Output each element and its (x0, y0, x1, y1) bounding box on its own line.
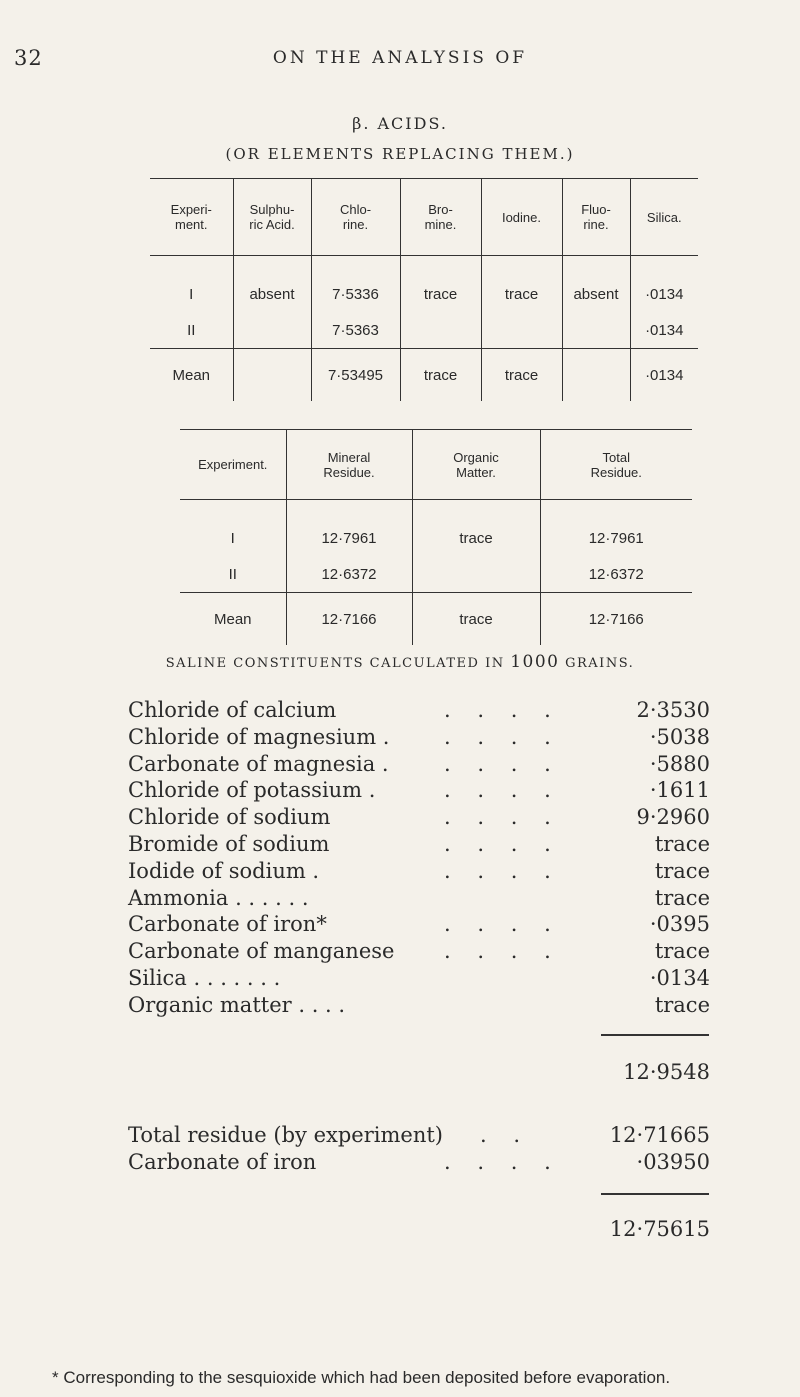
mean-row (180, 593, 692, 646)
header-cell: Sulphu- ric Acid. (233, 179, 311, 256)
table-cell: trace (481, 349, 562, 402)
table-cell: trace (412, 520, 540, 556)
list-item: Silica . . . . . . . ·0134 (128, 965, 710, 990)
running-head: ON THE ANALYSIS OF (272, 48, 528, 68)
table-row (180, 556, 692, 593)
list-item: Chloride of magnesium . . . . . ·5038 (128, 724, 710, 749)
list-item: Ammonia . . . . . . trace (128, 885, 710, 910)
table-cell: I (180, 520, 286, 556)
table-cell: 12·6372 (286, 556, 412, 593)
table-cell: II (180, 556, 286, 593)
list-item: Organic matter . . . . trace (128, 992, 710, 1017)
table-cell: 12·7166 (286, 593, 412, 646)
table-cell: 12·7961 (286, 520, 412, 556)
saline-heading (0, 652, 800, 672)
table-cell (233, 349, 311, 402)
residue-table (180, 429, 692, 645)
table-cell: 7·53495 (311, 349, 400, 402)
table-cell: ·0134 (630, 349, 698, 402)
table-row (150, 276, 698, 312)
table-cell: Mean (150, 349, 233, 402)
list-item: Bromide of sodium . . . . trace (128, 831, 710, 856)
subtotal-value: 12·9548 (623, 1060, 710, 1084)
page-number: 32 (14, 46, 43, 70)
table-header-row (150, 179, 698, 256)
table-cell: absent (562, 276, 630, 312)
table-cell: ·0134 (645, 285, 684, 303)
table-cell: ·0134 (645, 321, 684, 339)
table-cell (481, 312, 562, 349)
saline-heading-text: SALINE CONSTITUENTS CALCULATED IN (165, 656, 505, 671)
list-item: Total residue (by experiment) . . 12·71665 (128, 1123, 710, 1147)
table-cell: 12·7961 (588, 529, 644, 547)
table-cell (233, 312, 311, 349)
residue-list (128, 1122, 710, 1176)
table-cell: 7·5336 (311, 276, 400, 312)
table-cell: absent (233, 276, 311, 312)
header-cell: Chlo- rine. (311, 179, 400, 256)
table-cell (562, 312, 630, 349)
sum-rule (601, 1034, 709, 1036)
footnote: * Corresponding to the sesquioxide which had been deposited before evaporation. (52, 1368, 671, 1387)
constituents-list (128, 697, 710, 1019)
saline-heading-number: 1000 (510, 652, 560, 672)
header-cell: Experiment. (180, 430, 286, 500)
table-row (150, 312, 698, 349)
table-cell: trace (481, 276, 562, 312)
list-item: Carbonate of manganese . . . . trace (128, 939, 710, 964)
acids-table (150, 178, 698, 401)
header-cell: Organic Matter. (412, 430, 540, 500)
table-cell (412, 556, 540, 593)
table-cell: 12·7166 (540, 593, 692, 646)
table-cell: I (150, 276, 233, 312)
list-item: Chloride of potassium . . . . . ·1611 (128, 778, 710, 803)
header-cell: Bro- mine. (400, 179, 481, 256)
table-cell: 7·5363 (311, 312, 400, 349)
header-cell: Experi- ment. (150, 179, 233, 256)
section-subtitle: (OR ELEMENTS REPLACING THEM.) (225, 145, 575, 163)
mean-row (150, 349, 698, 402)
grand-total-value: 12·75615 (609, 1217, 710, 1241)
table-cell (562, 349, 630, 402)
table-cell (400, 312, 481, 349)
header-cell: Mineral Residue. (286, 430, 412, 500)
table-cell: 12·6372 (588, 565, 644, 583)
section-title: β. ACIDS. (352, 114, 448, 133)
header-cell: Iodine. (481, 179, 562, 256)
list-item: Carbonate of iron* . . . . ·0395 (128, 912, 710, 937)
list-item: Chloride of calcium . . . . 2·3530 (128, 698, 710, 722)
table-header-row (180, 430, 692, 500)
table-cell: trace (400, 349, 481, 402)
table-cell: II (150, 312, 233, 349)
list-item: Iodide of sodium . . . . . trace (128, 858, 710, 883)
header-cell: Fluo- rine. (562, 179, 630, 256)
list-item: Carbonate of magnesia . . . . . ·5880 (128, 751, 710, 776)
saline-heading-suffix: GRAINS. (565, 656, 635, 671)
table-row (180, 520, 692, 556)
table-cell: trace (412, 593, 540, 646)
list-item: Carbonate of iron . . . . ·03950 (128, 1149, 710, 1174)
header-cell: Total Residue. (540, 430, 692, 500)
header-cell: Silica. (630, 179, 698, 256)
table-cell: trace (400, 276, 481, 312)
list-item: Chloride of sodium . . . . 9·2960 (128, 805, 710, 830)
table-cell: Mean (180, 593, 286, 646)
sum-rule (601, 1193, 709, 1195)
